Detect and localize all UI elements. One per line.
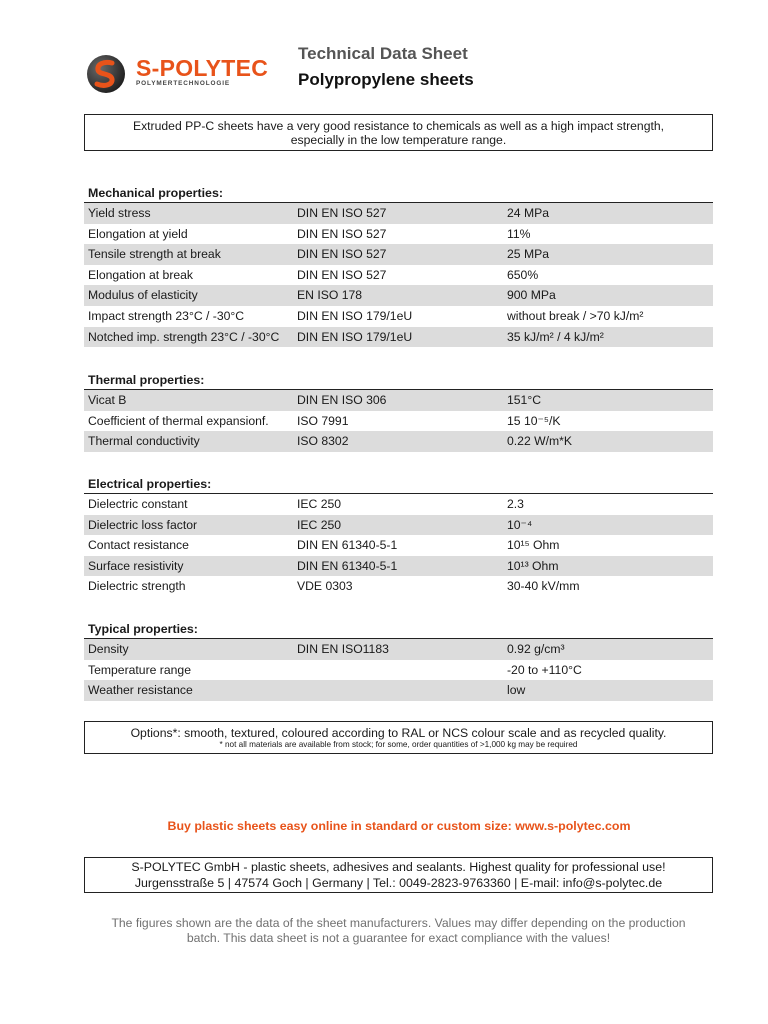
property-name: Weather resistance (88, 683, 193, 698)
property-standard: DIN EN ISO 179/1eU (297, 308, 413, 323)
table-row (84, 660, 713, 681)
section-title: Mechanical properties: (88, 186, 223, 200)
company-logo (86, 52, 276, 96)
property-table (84, 202, 713, 347)
property-value: 650% (507, 267, 539, 282)
section-title: Thermal properties: (88, 373, 205, 387)
property-standard: ISO 8302 (297, 434, 349, 449)
property-value: 30-40 kV/mm (507, 579, 580, 594)
section-mechanical (84, 184, 713, 347)
property-value: low (507, 683, 526, 698)
property-table (84, 389, 713, 452)
section-electrical (84, 475, 713, 597)
property-value: 10¹⁵ Ohm (507, 538, 560, 553)
table-row (84, 494, 713, 515)
contact-box (84, 857, 713, 893)
property-name: Vicat B (88, 393, 127, 407)
property-name: Surface resistivity (88, 558, 184, 573)
property-value: 10⁻⁴ (507, 517, 533, 532)
table-row (84, 556, 713, 577)
property-table (84, 638, 713, 701)
s-polytec-logo-icon (86, 52, 130, 96)
property-standard: DIN EN ISO 179/1eU (297, 329, 413, 344)
property-standard: EN ISO 178 (297, 288, 363, 303)
property-standard: DIN EN ISO 306 (297, 393, 387, 407)
table-row (84, 680, 713, 701)
property-value: 0.92 g/cm³ (507, 642, 565, 656)
contact-line-2: Jurgensstraße 5 | 47574 Goch | Germany | Tel.: 0049-2823-9763360 | E-mail: info@s-polytec.de (134, 875, 663, 890)
property-value: 11% (507, 226, 531, 241)
options-box (84, 721, 713, 754)
property-standard: DIN EN ISO1183 (297, 642, 389, 656)
table-row (84, 224, 713, 245)
disclaimer (84, 916, 713, 945)
property-standard: DIN EN ISO 527 (297, 206, 387, 220)
section-title: Electrical properties: (88, 477, 212, 491)
property-value: without break / >70 kJ/m² (507, 308, 644, 323)
table-row (84, 203, 713, 224)
property-name: Elongation at break (88, 267, 194, 282)
property-value: 900 MPa (507, 288, 556, 303)
property-name: Thermal conductivity (88, 434, 200, 449)
section-typical (84, 620, 713, 701)
options-text: Options*: smooth, textured, coloured according to RAL or NCS colour scale and as recycled quality. (130, 726, 667, 740)
property-standard: DIN EN 61340-5-1 (297, 558, 398, 573)
table-row (84, 576, 713, 597)
property-standard: IEC 250 (297, 497, 342, 511)
property-value: 25 MPa (507, 247, 550, 262)
property-name: Temperature range (88, 662, 191, 677)
table-row (84, 535, 713, 556)
table-row (84, 244, 713, 265)
property-name: Dielectric loss factor (88, 517, 198, 532)
property-value: 35 kJ/m² / 4 kJ/m² (507, 329, 604, 344)
section-thermal (84, 371, 713, 452)
table-row (84, 390, 713, 411)
product-title: Polypropylene sheets (298, 70, 474, 89)
table-row (84, 639, 713, 660)
table-row (84, 285, 713, 306)
property-value: 151°C (507, 393, 542, 407)
intro-line-1: Extruded PP-C sheets have a very good resistance to chemicals as well as a high impact strength, (132, 119, 665, 133)
property-table (84, 493, 713, 597)
property-name: Impact strength 23°C / -30°C (88, 308, 245, 323)
property-standard: IEC 250 (297, 517, 342, 532)
property-name: Density (88, 642, 129, 656)
options-footnote: * not all materials are available from stock; for some, order quantities of >1,000 kg may be required (219, 740, 578, 749)
property-standard: VDE 0303 (297, 579, 353, 594)
property-name: Contact resistance (88, 538, 189, 553)
property-name: Coefficient of thermal expansionf. (88, 413, 269, 428)
section-title: Typical properties: (88, 622, 198, 636)
property-standard: ISO 7991 (297, 413, 349, 428)
property-value: 24 MPa (507, 206, 550, 220)
table-row (84, 431, 713, 452)
property-name: Notched imp. strength 23°C / -30°C (88, 329, 280, 344)
property-value: 0.22 W/m*K (507, 434, 573, 449)
property-value: 2.3 (507, 497, 524, 511)
property-standard: DIN EN ISO 527 (297, 247, 387, 262)
property-name: Elongation at yield (88, 226, 188, 241)
document-title: Technical Data Sheet (298, 44, 468, 63)
property-name: Dielectric strength (88, 579, 186, 594)
table-row (84, 411, 713, 432)
property-standard: DIN EN ISO 527 (297, 226, 387, 241)
table-row (84, 515, 713, 536)
disclaimer-line-1: The figures shown are the data of the sheet manufacturers. Values may differ depending on the production (111, 916, 686, 930)
table-row (84, 327, 713, 348)
logo-tagline: POLYMERTECHNOLOGIE (136, 80, 231, 87)
property-standard: DIN EN ISO 527 (297, 267, 387, 282)
intro-box (84, 114, 713, 151)
property-name: Yield stress (88, 206, 151, 220)
property-name: Modulus of elasticity (88, 288, 198, 303)
property-value: 15 10⁻⁵/K (507, 413, 561, 428)
shop-promo-link[interactable]: Buy plastic sheets easy online in standard or custom size: www.s-polytec.com (167, 819, 631, 833)
logo-wordmark: S-POLYTEC (136, 55, 269, 81)
table-row (84, 306, 713, 327)
property-value: -20 to +110°C (507, 662, 582, 677)
table-row (84, 265, 713, 286)
property-standard: DIN EN 61340-5-1 (297, 538, 398, 553)
property-name: Dielectric constant (88, 497, 188, 511)
contact-line-1: S-POLYTEC GmbH - plastic sheets, adhesives and sealants. Highest quality for professional use! (131, 860, 666, 874)
intro-line-2: especially in the low temperature range. (290, 133, 507, 147)
disclaimer-line-2: batch. This data sheet is not a guarantee for exact compliance with the values! (186, 930, 611, 945)
property-value: 10¹³ Ohm (507, 558, 559, 573)
property-name: Tensile strength at break (88, 247, 221, 262)
